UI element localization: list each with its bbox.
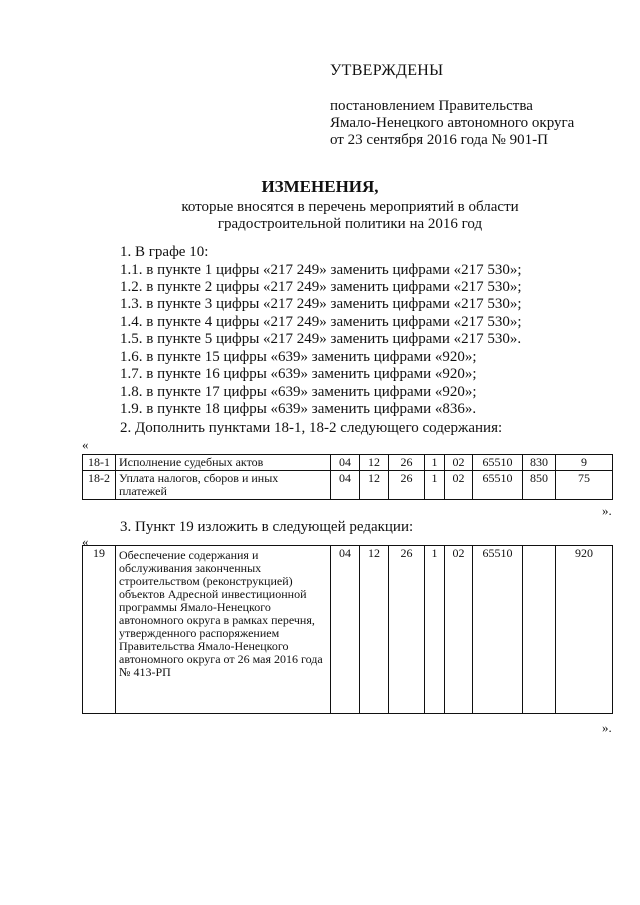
- approval-line-1: постановлением Правительства: [330, 98, 533, 114]
- table-cell: 75: [556, 471, 613, 500]
- document-subtitle-1: которые вносятся в перечень мероприятий в области: [181, 199, 519, 215]
- list-item: 3. Пункт 19 изложить в следующей редакции:: [120, 519, 414, 535]
- list-item: 1.1. в пункте 1 цифры «217 249» заменить цифрами «217 530»;: [120, 262, 522, 278]
- table-cell: 26: [389, 546, 425, 714]
- table-cell: 02: [445, 471, 473, 500]
- approval-heading: УТВЕРЖДЕНЫ: [330, 62, 444, 79]
- table-cell: 1: [425, 471, 445, 500]
- list-item: 1.7. в пункте 16 цифры «639» заменить цифрами «920»;: [120, 366, 477, 382]
- table-cell: 04: [331, 471, 360, 500]
- row-description: Исполнение судебных актов: [116, 455, 331, 471]
- document-title: ИЗМЕНЕНИЯ,: [261, 177, 379, 196]
- table-cell: 830: [523, 455, 556, 471]
- row-description: Обеспечение содержания и обслуживания законченных строительством (реконструкцией) объектов Адресной инвестиционной программы Ямало-Ненецкого автономного округа в рамках перечня, утвержденного распоряжением Правительства Ямало-Ненецкого автономного округа от 26 мая 2016 года № 413-РП: [116, 546, 331, 714]
- table-cell: 65510: [473, 455, 523, 471]
- table-item-19: [82, 545, 613, 714]
- table-cell: 65510: [473, 471, 523, 500]
- list-item: 1.6. в пункте 15 цифры «639» заменить цифрами «920»;: [120, 349, 477, 365]
- table-cell: 12: [360, 471, 389, 500]
- list-item: 1.2. в пункте 2 цифры «217 249» заменить цифрами «217 530»;: [120, 279, 522, 295]
- row-number: 18-1: [83, 455, 116, 471]
- table-cell: 850: [523, 471, 556, 500]
- table-row: [83, 455, 613, 471]
- row-description: Уплата налогов, сборов и иных платежей: [116, 471, 331, 500]
- open-quote: «: [82, 437, 89, 452]
- table-items-18: [82, 454, 613, 500]
- list-item: 1.5. в пункте 5 цифры «217 249» заменить цифрами «217 530».: [120, 331, 522, 347]
- table-cell: 9: [556, 455, 613, 471]
- list-item: 2. Дополнить пунктами 18-1, 18-2 следующего содержания:: [120, 420, 503, 436]
- table-cell: [523, 546, 556, 714]
- row-number: 19: [83, 546, 116, 714]
- list-item: 1.4. в пункте 4 цифры «217 249» заменить цифрами «217 530»;: [120, 314, 522, 330]
- table-cell: 04: [331, 546, 360, 714]
- table-cell: 12: [360, 455, 389, 471]
- list-item: 1.8. в пункте 17 цифры «639» заменить цифрами «920»;: [120, 384, 477, 400]
- table-row: [83, 471, 613, 500]
- table-cell: 02: [445, 455, 473, 471]
- table-cell: 26: [389, 455, 425, 471]
- table-cell: 920: [556, 546, 613, 714]
- close-quote: ».: [602, 503, 612, 518]
- list-item: 1. В графе 10:: [120, 244, 209, 260]
- table-cell: 26: [389, 471, 425, 500]
- table-cell: 65510: [473, 546, 523, 714]
- approval-line-2: Ямало-Ненецкого автономного округа: [330, 115, 575, 131]
- table-cell: 02: [445, 546, 473, 714]
- table-cell: 04: [331, 455, 360, 471]
- document-subtitle-2: градостроительной политики на 2016 год: [217, 216, 483, 232]
- table-row: [83, 546, 613, 714]
- list-item: 1.3. в пункте 3 цифры «217 249» заменить цифрами «217 530»;: [120, 296, 522, 312]
- table-cell: 1: [425, 455, 445, 471]
- row-number: 18-2: [83, 471, 116, 500]
- table-cell: 1: [425, 546, 445, 714]
- open-quote: «: [82, 534, 89, 549]
- table-cell: 12: [360, 546, 389, 714]
- list-item: 1.9. в пункте 18 цифры «639» заменить цифрами «836».: [120, 401, 477, 417]
- close-quote: ».: [602, 720, 612, 735]
- approval-line-3: от 23 сентября 2016 года № 901-П: [330, 132, 548, 148]
